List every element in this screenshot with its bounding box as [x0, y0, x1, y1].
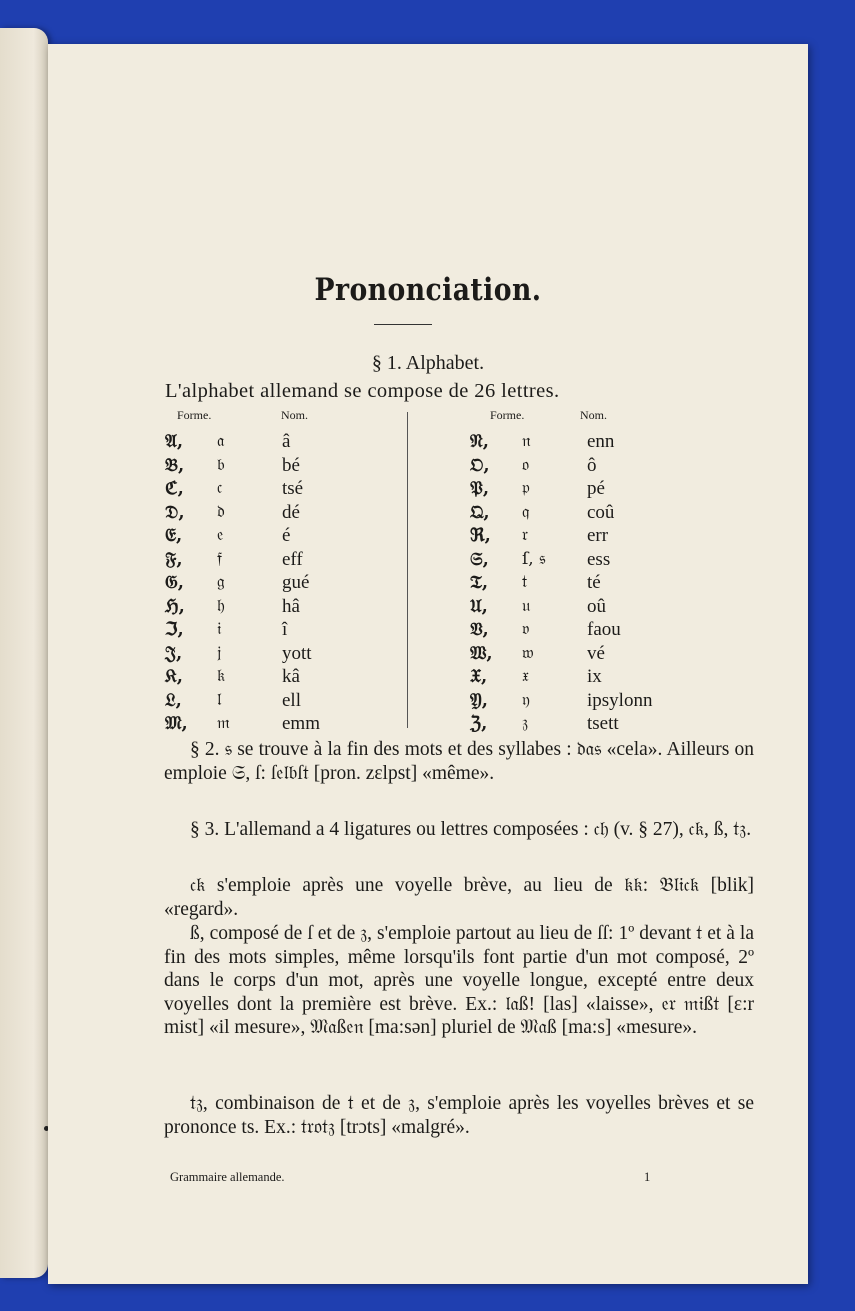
lowercase-form: 𝔩 — [217, 689, 222, 710]
uppercase-form: 𝔉, — [165, 548, 183, 570]
lowercase-form: 𝔬 — [522, 454, 530, 475]
letter-name: oû — [587, 595, 606, 617]
letter-name: coû — [587, 501, 615, 523]
letter-name: kâ — [282, 666, 300, 687]
uppercase-form: ℭ, — [165, 478, 184, 499]
letter-name: vé — [587, 642, 605, 664]
lowercase-form: 𝔡 — [217, 501, 225, 522]
left-name-header: Nom. — [281, 408, 308, 422]
right-name-header: Nom. — [580, 408, 607, 422]
paragraph-sz — [164, 922, 754, 1040]
letter-row — [165, 501, 425, 525]
paragraph-text: 𝔠𝔨 s'emploie après une voyelle brève, au lieu de 𝔨𝔨: 𝔅𝔩𝔦𝔠𝔨 [blik] «regard». — [164, 875, 754, 920]
lowercase-form: 𝔫 — [522, 431, 531, 451]
lowercase-form: 𝔴 — [522, 642, 534, 663]
letter-name: pé — [587, 478, 605, 499]
letter-name: ô — [587, 454, 597, 476]
lowercase-form: ſ, 𝔰 — [522, 548, 546, 569]
lowercase-form: 𝔥 — [217, 595, 225, 616]
uppercase-form: 𝔙, — [470, 619, 489, 640]
letter-name: ell — [282, 689, 301, 711]
title-rule — [374, 324, 432, 325]
lowercase-form: 𝔞 — [217, 431, 225, 451]
letter-row — [165, 595, 425, 619]
lowercase-form: 𝔯 — [522, 525, 529, 545]
lowercase-form: 𝔭 — [522, 478, 530, 498]
lowercase-form: 𝔧 — [217, 642, 222, 663]
letter-row — [165, 665, 425, 689]
lowercase-form: 𝔪 — [217, 713, 230, 733]
lowercase-form: 𝔮 — [522, 501, 530, 522]
uppercase-form: 𝔏, — [165, 689, 182, 711]
letter-name: hâ — [282, 595, 300, 617]
uppercase-form: 𝔗, — [470, 572, 489, 593]
letter-row — [165, 524, 425, 548]
paragraph-section-3 — [164, 818, 754, 842]
uppercase-form: 𝔄, — [165, 431, 184, 452]
paragraph-ck — [164, 874, 754, 921]
letter-name: é — [282, 525, 291, 546]
uppercase-form: 𝔘, — [470, 595, 488, 617]
letter-name: ipsylonn — [587, 689, 653, 711]
letter-row — [165, 430, 425, 454]
letter-row — [470, 548, 730, 572]
letter-name: tsé — [282, 478, 304, 499]
lowercase-form: 𝔦 — [217, 619, 222, 639]
letter-row — [165, 712, 425, 736]
uppercase-form: 𝔅, — [165, 454, 185, 476]
letter-row — [470, 642, 730, 666]
uppercase-form: 𝔚, — [470, 642, 493, 664]
uppercase-form: 𝔇, — [165, 501, 185, 523]
alphabet-table — [165, 408, 685, 734]
lowercase-form: 𝔢 — [217, 525, 224, 545]
uppercase-form: ℜ, — [470, 525, 491, 546]
left-form-header: Forme. — [177, 408, 212, 422]
letter-row — [470, 618, 730, 642]
lowercase-form: 𝔱 — [522, 572, 528, 592]
uppercase-form: 𝔛, — [470, 666, 488, 687]
lowercase-form: 𝔶 — [522, 689, 530, 710]
lowercase-form: 𝔣 — [217, 548, 223, 569]
running-footer-title: Grammaire allemande. — [170, 1170, 285, 1184]
letter-row — [165, 477, 425, 501]
letter-name: î — [282, 619, 288, 640]
letter-name: err — [587, 525, 609, 546]
uppercase-form: 𝔑, — [470, 431, 490, 452]
letter-name: eff — [282, 548, 303, 570]
letter-row — [470, 501, 730, 525]
letter-row — [165, 642, 425, 666]
letter-row — [165, 689, 425, 713]
paragraph-section-2 — [164, 738, 754, 785]
letter-row — [470, 665, 730, 689]
uppercase-form: 𝔜, — [470, 689, 489, 711]
lowercase-form: 𝔠 — [217, 478, 223, 498]
paragraph-text: § 3. L'allemand a 4 ligatures ou lettres composées : 𝔠𝔥 (v. § 27), 𝔠𝔨, ß, 𝔱𝔷. — [190, 819, 752, 840]
letter-row — [470, 595, 730, 619]
uppercase-form: 𝔊, — [165, 572, 185, 593]
paragraph-text: § 2. 𝔰 se trouve à la fin des mots et des syllabes : 𝔡𝔞𝔰 «cela». Ailleurs on emploie 𝔖, ſ: ſ𝔢𝔩𝔟ſ𝔱 [pron. zεlpst] «même». — [164, 739, 754, 784]
section-1-intro: L'alphabet allemand se compose de 26 lettres. — [165, 380, 560, 402]
letter-row — [165, 571, 425, 595]
section-1-heading: § 1. Alphabet. — [371, 352, 485, 374]
lowercase-form: 𝔲 — [522, 595, 531, 616]
letter-row — [165, 454, 425, 478]
page-title: Prononciation. — [314, 272, 542, 308]
uppercase-form: 𝔒, — [470, 454, 490, 476]
letter-row — [470, 430, 730, 454]
letter-name: ess — [587, 548, 611, 570]
uppercase-form: 𝔖, — [470, 548, 489, 570]
uppercase-form: 𝔔, — [470, 501, 490, 523]
paragraph-text: 𝔱𝔷, combinaison de 𝔱 et de 𝔷, s'emploie après les voyelles brèves et se prononce ts. Ex.: 𝔱𝔯𝔬𝔱𝔷 [trɔts] «malgré». — [164, 1093, 754, 1138]
lowercase-form: 𝔳 — [522, 619, 530, 639]
lowercase-form: 𝔵 — [522, 666, 529, 686]
uppercase-form: ℑ, — [165, 619, 184, 640]
right-form-header: Forme. — [490, 408, 525, 422]
letter-name: enn — [587, 431, 615, 452]
letter-row — [470, 571, 730, 595]
paragraph-tz — [164, 1092, 754, 1139]
lowercase-form: 𝔷 — [522, 713, 529, 733]
uppercase-form: 𝔐, — [165, 713, 188, 734]
letter-name: bé — [282, 454, 300, 476]
letter-row — [470, 524, 730, 548]
letter-name: faou — [587, 619, 621, 640]
lowercase-form: 𝔨 — [217, 666, 226, 686]
uppercase-form: 𝔈, — [165, 525, 183, 546]
letter-name: â — [282, 431, 291, 452]
lowercase-form: 𝔟 — [217, 454, 225, 475]
page-number: 1 — [644, 1170, 651, 1184]
letter-name: té — [587, 572, 601, 593]
uppercase-form: 𝔎, — [165, 666, 184, 687]
uppercase-form: ℨ, — [470, 713, 488, 734]
paragraph-text: ß, composé de ſ et de 𝔷, s'emploie partout au lieu de ſſ: 1º devant 𝔱 et à la fin des mots simples, même lorsqu'ils font partie d'un mot composé, 2º dans le corps d'un mot, après une voyelle longue, excepté entre deux voyelles dont la première est brève. Ex.: 𝔩𝔞ß! [las] «laisse», 𝔢𝔯 𝔪𝔦ß𝔱 [ε:r mist] «il mesure», 𝔐𝔞ß𝔢𝔫 [ma:sən] pluriel de 𝔐𝔞ß [ma:s] «mesure». — [164, 923, 754, 1038]
uppercase-form: ℌ, — [165, 595, 185, 617]
book-page — [48, 44, 808, 1284]
uppercase-form: 𝔍, — [165, 642, 183, 664]
uppercase-form: 𝔓, — [470, 478, 490, 499]
letter-name: emm — [282, 713, 320, 734]
letter-row — [470, 454, 730, 478]
letter-name: ix — [587, 666, 602, 687]
lowercase-form: 𝔤 — [217, 572, 225, 592]
left-page-edge — [0, 28, 48, 1278]
letter-row — [470, 712, 730, 736]
letter-name: yott — [282, 642, 312, 664]
letter-row — [165, 548, 425, 572]
letter-row — [470, 689, 730, 713]
letter-name: tsett — [587, 713, 619, 734]
letter-name: dé — [282, 501, 300, 523]
letter-row — [165, 618, 425, 642]
letter-name: gué — [282, 572, 310, 593]
letter-row — [470, 477, 730, 501]
